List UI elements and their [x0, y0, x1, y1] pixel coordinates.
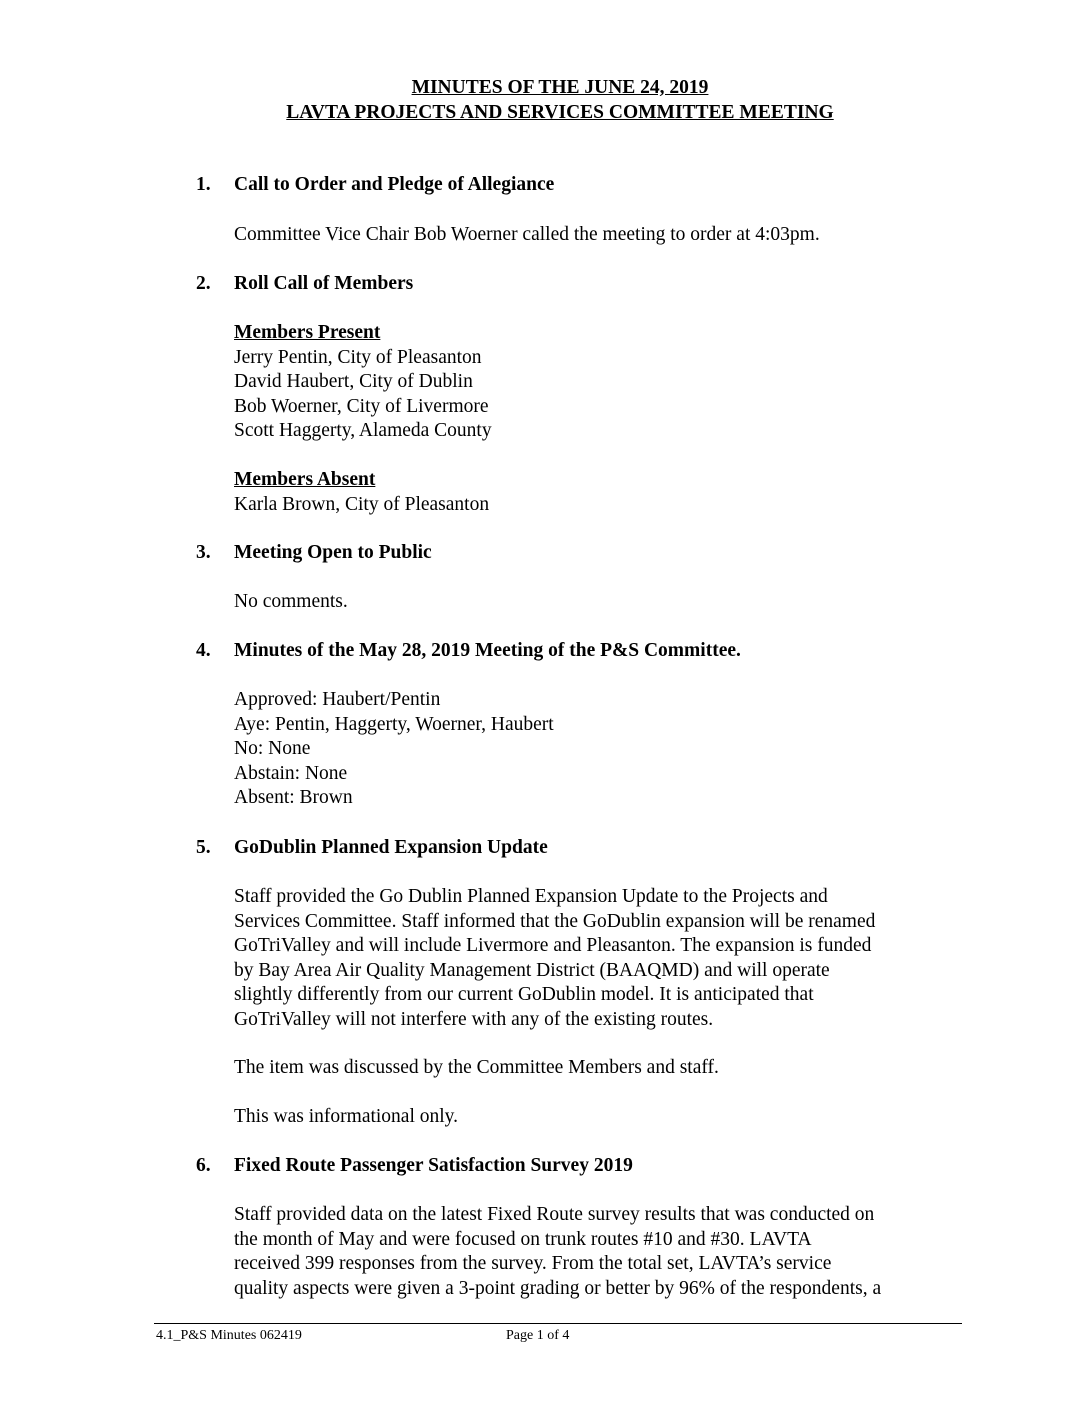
paragraph-line: GoTriValley and will include Livermore and Pleasanton. The expansion is funded [234, 935, 872, 956]
section-5-paragraph [234, 885, 875, 1032]
section-6-paragraph [234, 1203, 881, 1301]
paragraph-line: by Bay Area Air Quality Management District (BAAQMD) and will operate [234, 959, 830, 981]
vote-line: Approved: Haubert/Pentin [234, 689, 441, 710]
section-2-heading [196, 272, 413, 297]
footer-document-id: 4.1_P&S Minutes 062419 [156, 1328, 302, 1343]
document-title-line-1: MINUTES OF THE JUNE 24, 2019 [411, 77, 709, 98]
vote-line: Abstain: None [234, 762, 348, 784]
footer-divider [154, 1323, 962, 1324]
member-entry: Jerry Pentin, City of Pleasanton [234, 346, 482, 368]
section-5-discussion: The item was discussed by the Committee Members and staff. [234, 1057, 719, 1078]
section-title: Minutes of the May 28, 2019 Meeting of the P&S Committee. [234, 640, 741, 661]
member-entry: Karla Brown, City of Pleasanton [234, 493, 490, 515]
vote-line: Absent: Brown [234, 787, 353, 808]
paragraph-line: quality aspects were given a 3-point grading or better by 96% of the respondents, a [234, 1277, 882, 1299]
paragraph-line: the month of May and were focused on trunk routes #10 and #30. LAVTA [234, 1228, 812, 1250]
section-6-heading [196, 1154, 633, 1179]
paragraph-line: GoTriValley will not interfere with any of the existing routes. [234, 1008, 714, 1030]
section-5-note: This was informational only. [234, 1106, 459, 1127]
section-title: Fixed Route Passenger Satisfaction Survey 2019 [234, 1155, 633, 1176]
document-title-line-2: LAVTA PROJECTS AND SERVICES COMMITTEE MEETING [286, 102, 834, 123]
member-entry: David Haubert, City of Dublin [234, 371, 473, 392]
section-1-text: Committee Vice Chair Bob Woerner called the meeting to order at 4:03pm. [234, 224, 820, 245]
paragraph-line: Staff provided data on the latest Fixed Route survey results that was conducted on [234, 1204, 875, 1225]
section-5-heading [196, 836, 548, 861]
paragraph-line: Services Committee. Staff informed that the GoDublin expansion will be renamed [234, 910, 876, 932]
members-absent-list [234, 493, 489, 518]
section-1-heading [196, 173, 554, 198]
vote-line: No: None [234, 738, 311, 759]
section-number: 3. [196, 542, 211, 563]
vote-record [234, 688, 554, 811]
section-number: 2. [196, 273, 211, 294]
section-4-heading [196, 639, 741, 664]
section-3-heading [196, 541, 432, 566]
section-3-text: No comments. [234, 591, 348, 612]
members-present-list [234, 346, 492, 444]
member-entry: Bob Woerner, City of Livermore [234, 395, 489, 417]
paragraph-line: received 399 responses from the survey. From the total set, LAVTA’s service [234, 1253, 832, 1274]
section-title: Roll Call of Members [234, 273, 414, 294]
members-absent-label: Members Absent [234, 469, 376, 490]
members-present-label: Members Present [234, 322, 381, 343]
member-entry: Scott Haggerty, Alameda County [234, 420, 492, 441]
section-number: 1. [196, 174, 211, 195]
section-title: Meeting Open to Public [234, 542, 432, 563]
footer-page-number: Page 1 of 4 [506, 1328, 570, 1343]
section-number: 6. [196, 1155, 211, 1176]
vote-line: Aye: Pentin, Haggerty, Woerner, Haubert [234, 713, 554, 735]
paragraph-line: Staff provided the Go Dublin Planned Expansion Update to the Projects and [234, 886, 828, 907]
paragraph-line: slightly differently from our current GoDublin model. It is anticipated that [234, 984, 814, 1005]
section-number: 5. [196, 837, 211, 858]
section-title: Call to Order and Pledge of Allegiance [234, 174, 555, 195]
section-number: 4. [196, 640, 211, 661]
section-title: GoDublin Planned Expansion Update [234, 837, 548, 858]
